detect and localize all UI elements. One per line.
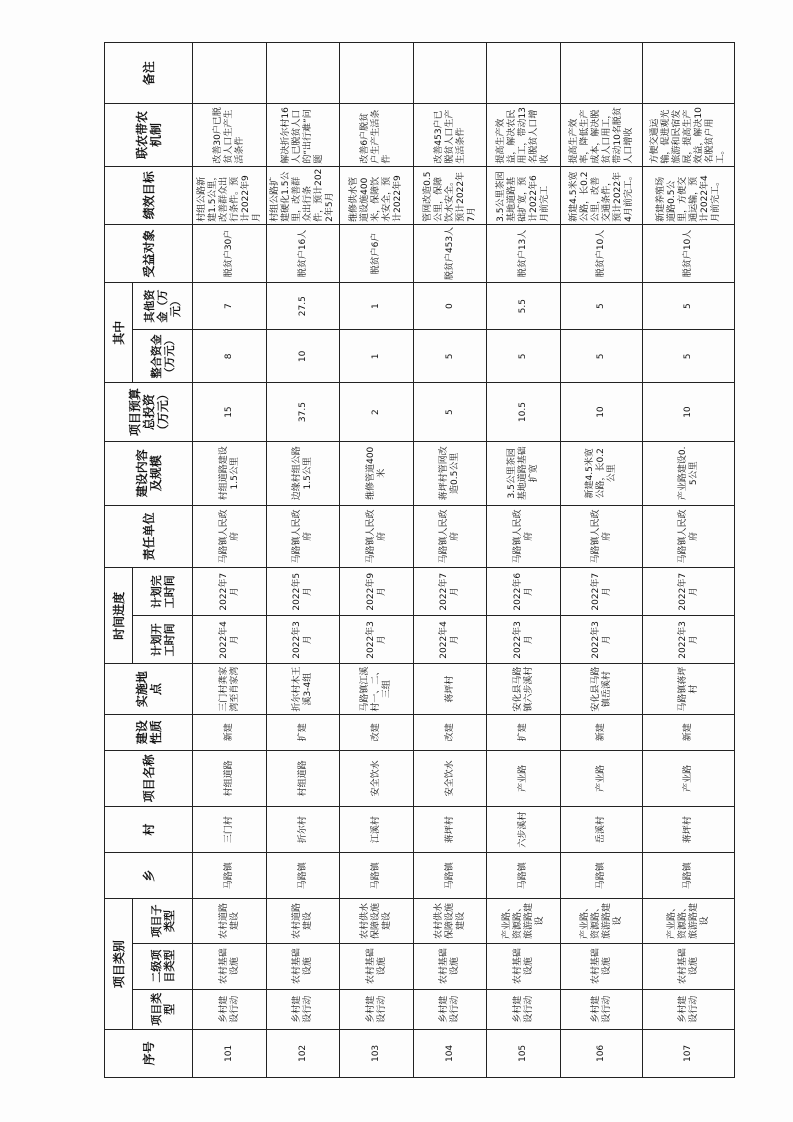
cell-level2: 农村基础设施 — [414, 943, 487, 989]
cell-subtype: 农村道路建设 — [267, 899, 340, 943]
cell-level2: 农村基础设施 — [487, 943, 561, 989]
cell-township: 马路镇 — [340, 853, 414, 899]
header-goal: 绩效目标 — [105, 166, 193, 224]
project-table — [104, 42, 735, 1078]
cell-nature: 新建 — [643, 714, 735, 750]
cell-subtype: 农村供水保障设施建设 — [340, 899, 414, 943]
cell-content: 3.5公里茶园基地道路基础扩宽 — [487, 441, 561, 505]
cell-nature: 扩建 — [267, 714, 340, 750]
cell-other: 5.5 — [487, 283, 561, 330]
cell-budget: 5 — [414, 383, 487, 441]
cell-integrated: 8 — [193, 330, 267, 383]
cell-village: 六步溪村 — [487, 807, 561, 853]
cell-unit: 马路镇人民政府 — [193, 505, 267, 567]
cell-integrated: 1 — [340, 330, 414, 383]
header-category: 项目类别 — [105, 899, 133, 1029]
cell-budget: 2 — [340, 383, 414, 441]
cell-township: 马路镇 — [267, 853, 340, 899]
cell-unit: 马路镇人民政府 — [340, 505, 414, 567]
cell-seq: 102 — [267, 1029, 340, 1077]
cell-location: 安化县马路镇岳溪村 — [561, 664, 643, 714]
cell-other: 0 — [414, 283, 487, 330]
table-row — [193, 43, 267, 1078]
cell-location: 折尔村木王溪3-4组 — [267, 664, 340, 714]
cell-end: 2022年7月 — [193, 568, 267, 616]
cell-goal: 管网改造0.5公里，保障饮水安全。预计2022年7月 — [414, 166, 487, 224]
cell-township: 马路镇 — [487, 853, 561, 899]
cell-remarks — [561, 43, 643, 104]
cell-integrated: 5 — [414, 330, 487, 383]
cell-name: 产业路 — [487, 750, 561, 806]
cell-goal: 新建养殖场道路0.5公里，方便交通运输，预计2022年4月前完工。 — [643, 166, 735, 224]
rotated-table-wrapper — [104, 42, 734, 1078]
cell-subtype: 农村道路建设 — [193, 899, 267, 943]
cell-subtype: 产业路、资源路、旅游路建设 — [643, 899, 735, 943]
header-township: 乡 — [105, 853, 193, 899]
cell-content: 产业路建设0.5公里 — [643, 441, 735, 505]
cell-remarks — [267, 43, 340, 104]
cell-type: 乡村建设行动 — [193, 989, 267, 1029]
cell-budget: 37.5 — [267, 383, 340, 441]
cell-goal: 3.5公里茶园基地道路基础扩宽，预计2022年6月前完工 — [487, 166, 561, 224]
cell-mechanism: 改善453户已脱贫人口生产生活条件 — [414, 104, 487, 166]
cell-integrated: 5 — [561, 330, 643, 383]
cell-beneficiaries: 脱贫户10人 — [643, 224, 735, 282]
cell-content: 边缘村组公路1.5公里 — [267, 441, 340, 505]
cell-mechanism: 提高生产效率，降低生产成本，解决脱贫人口用工，带动10名脱贫人口增收 — [561, 104, 643, 166]
cell-type: 乡村建设行动 — [561, 989, 643, 1029]
cell-seq: 105 — [487, 1029, 561, 1077]
cell-beneficiaries: 脱贫户13人 — [487, 224, 561, 282]
cell-start: 2022年3月 — [487, 616, 561, 664]
cell-content: 蒋坪村管网改造0.5公里 — [414, 441, 487, 505]
cell-goal: 维修供水管道设施400米，保障饮水安全，预计2022年9 — [340, 166, 414, 224]
cell-other: 1 — [340, 283, 414, 330]
table-row — [487, 43, 561, 1078]
cell-type: 乡村建设行动 — [267, 989, 340, 1029]
header-type: 项目类型 — [133, 989, 193, 1029]
cell-end: 2022年9月 — [340, 568, 414, 616]
header-village: 村 — [105, 807, 193, 853]
cell-village: 折尔村 — [267, 807, 340, 853]
cell-start: 2022年3月 — [340, 616, 414, 664]
cell-seq: 107 — [643, 1029, 735, 1077]
table-body — [193, 43, 735, 1078]
header-budget: 项目预算总投资（万元） — [105, 383, 193, 441]
cell-name: 安全饮水 — [340, 750, 414, 806]
cell-subtype: 产业路、资源路、旅游路建设 — [487, 899, 561, 943]
table-row — [414, 43, 487, 1078]
cell-mechanism: 改善6户脱贫户生产生活条件 — [340, 104, 414, 166]
cell-nature: 新建 — [561, 714, 643, 750]
cell-name: 村组道路 — [267, 750, 340, 806]
header-beneficiaries: 受益对象 — [105, 224, 193, 282]
header-end: 计划完工时间 — [133, 568, 193, 616]
cell-township: 马路镇 — [643, 853, 735, 899]
table-row — [643, 43, 735, 1078]
cell-other: 5 — [561, 283, 643, 330]
header-other: 其他资金（万元） — [133, 283, 193, 330]
cell-level2: 农村基础设施 — [561, 943, 643, 989]
cell-remarks — [414, 43, 487, 104]
header-subtype: 项目子类型 — [133, 899, 193, 943]
cell-location: 马路镇蒋坪村 — [643, 664, 735, 714]
cell-start: 2022年4月 — [193, 616, 267, 664]
cell-type: 乡村建设行动 — [487, 989, 561, 1029]
cell-village: 蒋坪村 — [643, 807, 735, 853]
cell-start: 2022年3月 — [267, 616, 340, 664]
header-start: 计划开工时间 — [133, 616, 193, 664]
cell-level2: 农村基础设施 — [340, 943, 414, 989]
cell-location: 马路镇江溪村一、二、三组 — [340, 664, 414, 714]
cell-nature: 改建 — [340, 714, 414, 750]
cell-seq: 101 — [193, 1029, 267, 1077]
cell-unit: 马路镇人民政府 — [267, 505, 340, 567]
cell-level2: 农村基础设施 — [643, 943, 735, 989]
header-location: 实施地点 — [105, 664, 193, 714]
cell-budget: 10.5 — [487, 383, 561, 441]
cell-other: 27.5 — [267, 283, 340, 330]
cell-seq: 106 — [561, 1029, 643, 1077]
table-row — [561, 43, 643, 1078]
cell-mechanism: 方便交通运输，促进观光旅游和民宿发展，提高生产效益，解决10名脱贫户用工。 — [643, 104, 735, 166]
header-nature: 建设性质 — [105, 714, 193, 750]
header-level2: 二级项目类型 — [133, 943, 193, 989]
cell-township: 马路镇 — [193, 853, 267, 899]
cell-village: 江溪村 — [340, 807, 414, 853]
cell-nature: 改建 — [414, 714, 487, 750]
cell-remarks — [340, 43, 414, 104]
cell-mechanism: 提高生产效益，解决农民用工，带动13名脱贫人口增收 — [487, 104, 561, 166]
header-seq: 序号 — [105, 1029, 193, 1077]
header-schedule: 时间进度 — [105, 568, 133, 664]
cell-end: 2022年7月 — [561, 568, 643, 616]
cell-location: 三门村龚家湾至肖家湾 — [193, 664, 267, 714]
header-name: 项目名称 — [105, 750, 193, 806]
cell-type: 乡村建设行动 — [643, 989, 735, 1029]
cell-village: 岳溪村 — [561, 807, 643, 853]
cell-location: 安化县马路镇六步溪村 — [487, 664, 561, 714]
cell-content: 村组道路建设1.5公里 — [193, 441, 267, 505]
cell-subtype: 产业路、资源路、旅游路建设 — [561, 899, 643, 943]
cell-beneficiaries: 脱贫户16人 — [267, 224, 340, 282]
cell-township: 马路镇 — [561, 853, 643, 899]
cell-name: 安全饮水 — [414, 750, 487, 806]
cell-unit: 马路镇人民政府 — [561, 505, 643, 567]
cell-subtype: 农村供水保障设施建设 — [414, 899, 487, 943]
cell-budget: 10 — [561, 383, 643, 441]
cell-budget: 15 — [193, 383, 267, 441]
cell-unit: 马路镇人民政府 — [414, 505, 487, 567]
cell-integrated: 5 — [487, 330, 561, 383]
cell-other: 5 — [643, 283, 735, 330]
table-row — [267, 43, 340, 1078]
cell-integrated: 5 — [643, 330, 735, 383]
header-mechanism: 联农带农机制 — [105, 104, 193, 166]
cell-level2: 农村基础设施 — [193, 943, 267, 989]
cell-remarks — [643, 43, 735, 104]
cell-beneficiaries: 脱贫户10人 — [561, 224, 643, 282]
cell-level2: 农村基础设施 — [267, 943, 340, 989]
cell-type: 乡村建设行动 — [340, 989, 414, 1029]
cell-type: 乡村建设行动 — [414, 989, 487, 1029]
cell-remarks — [487, 43, 561, 104]
header-unit: 责任单位 — [105, 505, 193, 567]
cell-village: 蒋坪村 — [414, 807, 487, 853]
cell-content: 新建4.5米宽公路，长0.2公里 — [561, 441, 643, 505]
table-row — [340, 43, 414, 1078]
cell-nature: 新建 — [193, 714, 267, 750]
cell-beneficiaries: 脱贫户6户 — [340, 224, 414, 282]
cell-mechanism: 解决折尔村16人已脱贫人口的“出行难”问题 — [267, 104, 340, 166]
cell-name: 村组道路 — [193, 750, 267, 806]
cell-start: 2022年4月 — [414, 616, 487, 664]
cell-beneficiaries: 脱贫户453人 — [414, 224, 487, 282]
header-content: 建设内容及规模 — [105, 441, 193, 505]
cell-content: 维修管道400米 — [340, 441, 414, 505]
cell-budget: 10 — [643, 383, 735, 441]
cell-remarks — [193, 43, 267, 104]
cell-village: 三门村 — [193, 807, 267, 853]
cell-seq: 104 — [414, 1029, 487, 1077]
cell-township: 马路镇 — [414, 853, 487, 899]
header-remarks: 备注 — [105, 43, 193, 104]
cell-start: 2022年3月 — [643, 616, 735, 664]
cell-mechanism: 改善30户已脱贫人口生产生活条件 — [193, 104, 267, 166]
cell-unit: 马路镇人民政府 — [643, 505, 735, 567]
cell-end: 2022年6月 — [487, 568, 561, 616]
header-of-which: 其中 — [105, 283, 133, 383]
cell-name: 产业路 — [643, 750, 735, 806]
header-integrated: 整合资金（万元） — [133, 330, 193, 383]
cell-seq: 103 — [340, 1029, 414, 1077]
cell-end: 2022年7月 — [643, 568, 735, 616]
cell-name: 产业路 — [561, 750, 643, 806]
cell-unit: 马路镇人民政府 — [487, 505, 561, 567]
cell-end: 2022年5月 — [267, 568, 340, 616]
cell-other: 7 — [193, 283, 267, 330]
cell-integrated: 10 — [267, 330, 340, 383]
cell-goal: 村组公路扩建硬化1.5公里，改善群众出行条件，预计2022年5月 — [267, 166, 340, 224]
cell-location: 蒋坪村 — [414, 664, 487, 714]
cell-end: 2022年7月 — [414, 568, 487, 616]
cell-goal: 新建4.5米宽公路，长0.2公里，改善交通条件，预计2022年4月前完工。 — [561, 166, 643, 224]
cell-nature: 扩建 — [487, 714, 561, 750]
cell-start: 2022年3月 — [561, 616, 643, 664]
cell-beneficiaries: 脱贫户30户 — [193, 224, 267, 282]
cell-goal: 村组公路新建1.5公里，改善群众出行条件。预计2022年9月 — [193, 166, 267, 224]
